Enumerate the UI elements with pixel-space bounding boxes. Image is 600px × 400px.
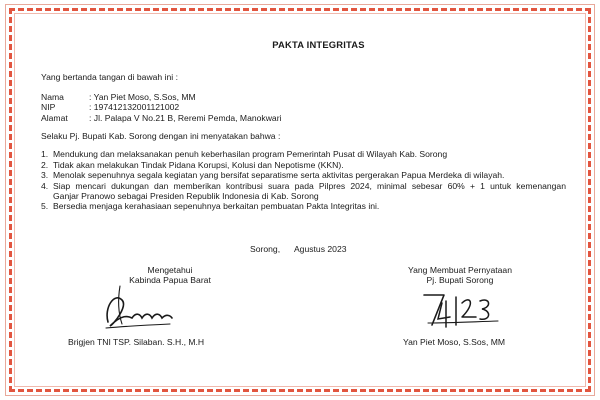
identity-key: NIP xyxy=(41,102,56,113)
left-role-2: Kabinda Papua Barat xyxy=(129,275,211,286)
list-number: 2. xyxy=(41,159,49,170)
list-text-block xyxy=(53,181,566,202)
identity-value: : 197412132001121002 xyxy=(89,102,180,113)
identity-value: : Jl. Palapa V No.21 B, Reremi Pemda, Manokwari xyxy=(89,112,282,123)
list-text: Tidak akan melakukan Tindak Pidana Korupsi, Kolusi dan Nepotisme (KKN). xyxy=(53,159,344,170)
right-role-1: Yang Membuat Pernyataan xyxy=(408,265,512,275)
list-text: Ganjar Pranowo sebagai Presiden Republik Indonesia di Kab. Sorong xyxy=(53,191,319,202)
identity-row-address xyxy=(41,113,566,123)
list-item xyxy=(41,181,566,202)
statement-list xyxy=(41,149,566,211)
list-item xyxy=(41,160,566,170)
document-title: PAKTA INTEGRITAS xyxy=(272,39,365,50)
document-body xyxy=(41,40,566,212)
identity-key: Alamat xyxy=(41,112,68,123)
list-text: Siap mencari dukungan dan memberikan kontribusi suara pada Pilpres 2024, minimal sebesar 60% + 1 untuk kemenangan xyxy=(53,180,566,191)
list-item xyxy=(41,201,566,211)
identity-block xyxy=(41,92,566,123)
right-signatory-name: Yan Piet Moso, S.Sos, MM xyxy=(403,337,506,347)
list-number: 5. xyxy=(41,201,49,212)
statement-lead: Selaku Pj. Bupati Kab. Sorong dengan ini menyatakan bahwa : xyxy=(41,131,281,142)
list-number: 3. xyxy=(41,170,49,181)
list-item xyxy=(41,170,566,180)
intro-text: Yang bertanda tangan di bawah ini : xyxy=(41,72,178,83)
left-signature xyxy=(88,278,198,338)
list-number: 4. xyxy=(41,180,49,191)
identity-key: Nama xyxy=(41,91,64,102)
left-signatory-name: Brigjen TNI TSP. Silaban. S.H., M.H xyxy=(68,337,205,347)
list-number: 1. xyxy=(41,149,49,160)
list-text: Bersedia menjaga kerahasiaan sepenuhnya berkaitan pembuatan Pakta Integritas ini. xyxy=(53,201,380,212)
place-date: Sorong, Agustus 2023 xyxy=(250,244,347,254)
list-text: Mendukung dan melaksanakan penuh keberhasilan program Pemerintah Pusat di Wilayah Kab. Sorong xyxy=(53,149,448,160)
left-role-1: Mengetahui xyxy=(147,265,193,275)
list-item xyxy=(41,149,566,159)
list-text: Menolak sepenuhnya segala kegiatan yang bersifat separatisme serta aktivitas pergerakan Papua Merdeka di wilayah. xyxy=(53,170,505,181)
identity-row-nip xyxy=(41,102,566,112)
identity-value: : Yan Piet Moso, S.Sos, MM xyxy=(89,91,196,102)
right-signature xyxy=(418,283,508,338)
identity-row-name xyxy=(41,92,566,102)
right-role-2: Pj. Bupati Sorong xyxy=(426,275,494,286)
